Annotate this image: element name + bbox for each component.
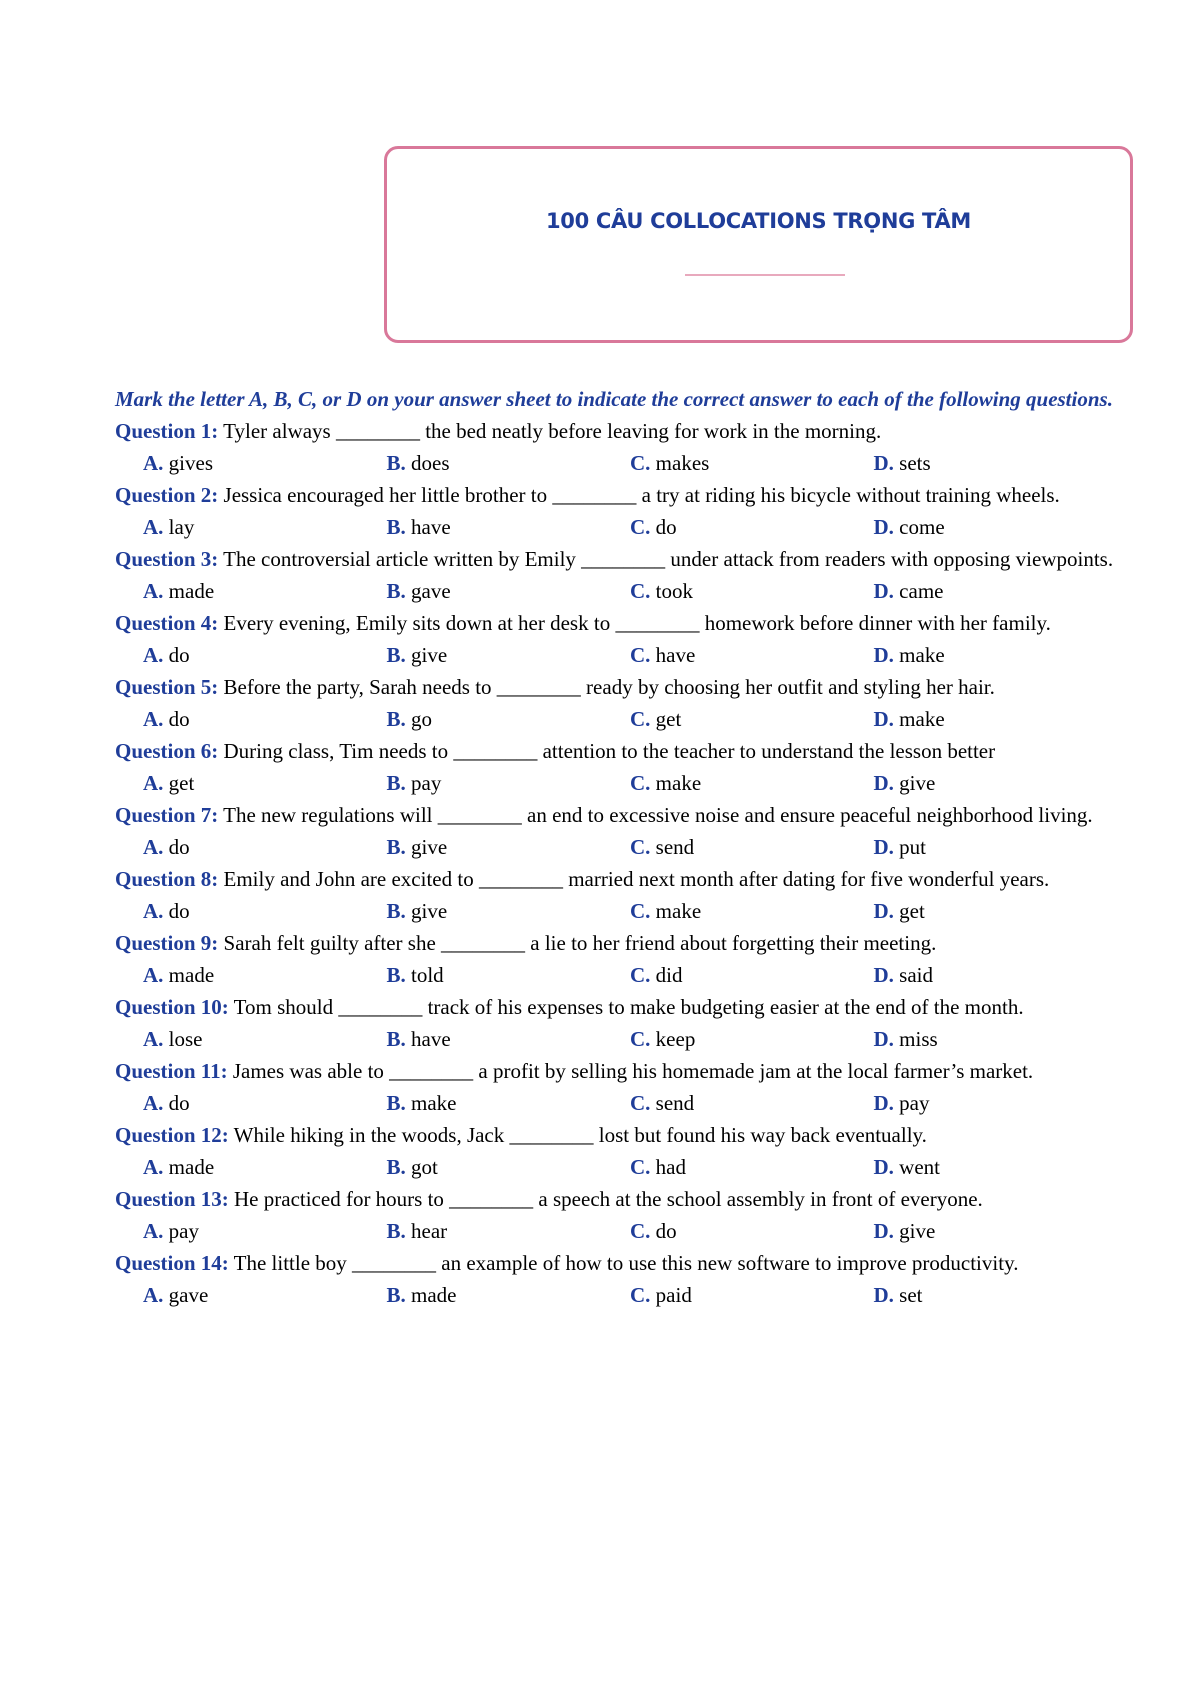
option-text: lay: [163, 515, 195, 539]
option-text: makes: [650, 451, 710, 475]
option-letter: A.: [143, 1155, 164, 1179]
option-text: give: [405, 835, 448, 859]
question-text: [115, 799, 1117, 831]
question-block: [115, 863, 1117, 927]
option-text: made: [163, 1155, 215, 1179]
option-letter: B.: [386, 643, 406, 667]
answer-option: [387, 767, 631, 799]
option-text: gave: [405, 579, 451, 603]
answer-option: [874, 511, 1118, 543]
question-body: Emily and John are excited to ________ married next month after dating for five wonderful years.: [218, 867, 1050, 891]
option-text: lose: [163, 1027, 203, 1051]
answer-options: [115, 447, 1117, 479]
answer-option: [630, 831, 874, 863]
option-text: came: [893, 579, 944, 603]
option-letter: B.: [386, 1027, 406, 1051]
option-letter: D.: [873, 1091, 894, 1115]
answer-options: [115, 959, 1117, 991]
answer-option: [387, 575, 631, 607]
option-text: had: [650, 1155, 686, 1179]
answer-options: [115, 511, 1117, 543]
question-body: He practiced for hours to ________ a speech at the school assembly in front of everyone.: [228, 1187, 983, 1211]
option-text: get: [650, 707, 682, 731]
question-label: Question 1:: [115, 419, 219, 443]
option-letter: C.: [630, 579, 651, 603]
option-letter: B.: [386, 1155, 406, 1179]
answer-option: [143, 1215, 387, 1247]
option-letter: A.: [143, 707, 164, 731]
option-text: give: [405, 643, 448, 667]
option-letter: C.: [630, 1283, 651, 1307]
question-block: [115, 1247, 1117, 1311]
option-letter: C.: [630, 643, 651, 667]
question-label: Question 3:: [115, 547, 219, 571]
question-body: Jessica encouraged her little brother to ________ a try at riding his bicycle without training wheels.: [218, 483, 1060, 507]
question-list: [115, 415, 1117, 1311]
answer-option: [143, 959, 387, 991]
question-text: [115, 415, 1117, 447]
exam-content: [115, 383, 1117, 1311]
instruction-text: Mark the letter A, B, C, or D on your answer sheet to indicate the correct answer to each of the following questions.: [115, 387, 1113, 411]
option-letter: B.: [386, 1283, 406, 1307]
question-body: James was able to ________ a profit by selling his homemade jam at the local farmer’s market.: [227, 1059, 1034, 1083]
option-text: have: [650, 643, 696, 667]
option-text: do: [650, 1219, 677, 1243]
option-letter: C.: [630, 1219, 651, 1243]
question-block: [115, 927, 1117, 991]
question-label: Question 2:: [115, 483, 219, 507]
option-text: paid: [650, 1283, 692, 1307]
option-letter: D.: [873, 707, 894, 731]
question-label: Question 5:: [115, 675, 219, 699]
question-label: Question 7:: [115, 803, 219, 827]
option-letter: B.: [386, 579, 406, 603]
option-letter: A.: [143, 451, 164, 475]
question-block: [115, 671, 1117, 735]
question-block: [115, 735, 1117, 799]
option-text: make: [893, 707, 945, 731]
option-text: took: [650, 579, 694, 603]
answer-option: [630, 447, 874, 479]
answer-option: [143, 831, 387, 863]
option-letter: A.: [143, 1091, 164, 1115]
answer-option: [630, 1279, 874, 1311]
answer-option: [387, 831, 631, 863]
question-text: [115, 991, 1117, 1023]
option-text: sets: [893, 451, 931, 475]
answer-option: [387, 1087, 631, 1119]
question-body: The little boy ________ an example of how to use this new software to improve productivity.: [228, 1251, 1019, 1275]
answer-option: [143, 511, 387, 543]
answer-option: [630, 767, 874, 799]
option-text: have: [405, 1027, 451, 1051]
option-text: do: [163, 643, 190, 667]
option-text: set: [893, 1283, 923, 1307]
option-text: pay: [405, 771, 442, 795]
answer-option: [387, 959, 631, 991]
question-text: [115, 927, 1117, 959]
question-text: [115, 479, 1117, 511]
answer-options: [115, 1087, 1117, 1119]
option-text: did: [650, 963, 683, 987]
answer-option: [143, 1279, 387, 1311]
answer-option: [143, 447, 387, 479]
answer-option: [143, 895, 387, 927]
question-text: [115, 863, 1117, 895]
option-letter: D.: [873, 579, 894, 603]
option-text: make: [893, 643, 945, 667]
question-text: [115, 607, 1117, 639]
option-letter: C.: [630, 1027, 651, 1051]
answer-options: [115, 639, 1117, 671]
question-label: Question 4:: [115, 611, 219, 635]
option-text: do: [650, 515, 677, 539]
answer-option: [630, 511, 874, 543]
answer-option: [630, 1087, 874, 1119]
question-block: [115, 1183, 1117, 1247]
option-letter: A.: [143, 899, 164, 923]
question-block: [115, 607, 1117, 671]
document-title: 100 CÂU COLLOCATIONS TRỌNG TÂM: [545, 209, 971, 233]
option-text: send: [650, 835, 695, 859]
question-body: Before the party, Sarah needs to ________ ready by choosing her outfit and styling her hair.: [218, 675, 995, 699]
option-text: make: [650, 771, 702, 795]
answer-option: [630, 1215, 874, 1247]
option-text: pay: [893, 1091, 930, 1115]
question-block: [115, 991, 1117, 1055]
question-label: Question 6:: [115, 739, 219, 763]
answer-option: [143, 639, 387, 671]
option-letter: D.: [873, 835, 894, 859]
option-text: get: [163, 771, 195, 795]
option-letter: D.: [873, 515, 894, 539]
option-letter: D.: [873, 771, 894, 795]
question-text: [115, 1183, 1117, 1215]
option-letter: C.: [630, 771, 651, 795]
option-text: got: [405, 1155, 438, 1179]
answer-option: [143, 1087, 387, 1119]
option-text: made: [405, 1283, 457, 1307]
option-letter: B.: [386, 515, 406, 539]
answer-option: [874, 1279, 1118, 1311]
option-text: do: [163, 835, 190, 859]
option-letter: B.: [386, 899, 406, 923]
option-letter: A.: [143, 835, 164, 859]
question-body: Sarah felt guilty after she ________ a lie to her friend about forgetting their meeting.: [218, 931, 937, 955]
option-letter: C.: [630, 515, 651, 539]
option-letter: A.: [143, 515, 164, 539]
option-text: keep: [650, 1027, 696, 1051]
option-text: do: [163, 1091, 190, 1115]
answer-options: [115, 703, 1117, 735]
option-text: get: [893, 899, 925, 923]
answer-options: [115, 1151, 1117, 1183]
option-text: come: [893, 515, 945, 539]
option-text: pay: [163, 1219, 199, 1243]
answer-option: [874, 1023, 1118, 1055]
option-letter: B.: [386, 1091, 406, 1115]
answer-option: [874, 703, 1118, 735]
answer-options: [115, 1023, 1117, 1055]
option-letter: B.: [386, 963, 406, 987]
option-text: make: [405, 1091, 457, 1115]
answer-option: [630, 639, 874, 671]
question-text: [115, 543, 1117, 575]
answer-options: [115, 767, 1117, 799]
option-letter: C.: [630, 707, 651, 731]
option-text: made: [163, 579, 215, 603]
option-letter: D.: [873, 963, 894, 987]
option-letter: A.: [143, 771, 164, 795]
question-body: Tyler always ________ the bed neatly before leaving for work in the morning.: [218, 419, 882, 443]
option-text: do: [163, 899, 190, 923]
option-letter: D.: [873, 643, 894, 667]
answer-option: [874, 1151, 1118, 1183]
answer-options: [115, 1279, 1117, 1311]
answer-option: [630, 703, 874, 735]
option-text: have: [405, 515, 451, 539]
answer-option: [874, 831, 1118, 863]
answer-option: [630, 895, 874, 927]
option-letter: C.: [630, 963, 651, 987]
option-text: miss: [893, 1027, 938, 1051]
option-letter: C.: [630, 899, 651, 923]
answer-option: [143, 1023, 387, 1055]
answer-option: [630, 1151, 874, 1183]
answer-option: [874, 895, 1118, 927]
answer-option: [143, 703, 387, 735]
option-text: does: [405, 451, 450, 475]
option-letter: D.: [873, 1219, 894, 1243]
answer-option: [387, 1151, 631, 1183]
answer-option: [143, 1151, 387, 1183]
question-label: Question 13:: [115, 1187, 229, 1211]
option-letter: A.: [143, 1027, 164, 1051]
option-letter: A.: [143, 963, 164, 987]
answer-options: [115, 575, 1117, 607]
option-text: told: [405, 963, 444, 987]
option-letter: A.: [143, 643, 164, 667]
question-block: [115, 479, 1117, 543]
answer-option: [874, 767, 1118, 799]
question-label: Question 10:: [115, 995, 229, 1019]
option-text: hear: [405, 1219, 448, 1243]
option-letter: B.: [386, 835, 406, 859]
question-block: [115, 1055, 1117, 1119]
answer-options: [115, 895, 1117, 927]
answer-option: [387, 511, 631, 543]
question-block: [115, 799, 1117, 863]
question-block: [115, 543, 1117, 607]
question-label: Question 9:: [115, 931, 219, 955]
option-letter: D.: [873, 1027, 894, 1051]
question-body: Tom should ________ track of his expenses to make budgeting easier at the end of the month.: [228, 995, 1024, 1019]
option-letter: B.: [386, 707, 406, 731]
question-label: Question 14:: [115, 1251, 229, 1275]
answer-option: [387, 639, 631, 671]
option-text: went: [893, 1155, 940, 1179]
option-text: give: [893, 771, 936, 795]
option-text: put: [893, 835, 927, 859]
question-body: Every evening, Emily sits down at her desk to ________ homework before dinner with her family.: [218, 611, 1051, 635]
answer-option: [387, 1279, 631, 1311]
option-letter: C.: [630, 1155, 651, 1179]
option-text: go: [405, 707, 433, 731]
option-text: send: [650, 1091, 695, 1115]
answer-option: [874, 575, 1118, 607]
option-letter: A.: [143, 579, 164, 603]
option-text: do: [163, 707, 190, 731]
option-text: give: [893, 1219, 936, 1243]
answer-options: [115, 1215, 1117, 1247]
option-letter: A.: [143, 1283, 164, 1307]
question-block: [115, 1119, 1117, 1183]
question-text: [115, 735, 1117, 767]
answer-option: [143, 767, 387, 799]
option-letter: B.: [386, 451, 406, 475]
answer-option: [387, 447, 631, 479]
answer-option: [630, 1023, 874, 1055]
answer-option: [874, 959, 1118, 991]
question-body: During class, Tim needs to ________ attention to the teacher to understand the lesson better: [218, 739, 996, 763]
answer-option: [874, 639, 1118, 671]
question-text: [115, 1247, 1117, 1279]
option-text: gives: [163, 451, 213, 475]
question-label: Question 12:: [115, 1123, 229, 1147]
option-text: gave: [163, 1283, 209, 1307]
option-text: said: [893, 963, 933, 987]
question-text: [115, 1119, 1117, 1151]
option-letter: A.: [143, 1219, 164, 1243]
question-text: [115, 1055, 1117, 1087]
question-block: [115, 415, 1117, 479]
question-text: [115, 671, 1117, 703]
option-text: make: [650, 899, 702, 923]
option-text: made: [163, 963, 215, 987]
option-letter: D.: [873, 1155, 894, 1179]
answer-option: [387, 895, 631, 927]
option-letter: C.: [630, 451, 651, 475]
answer-option: [874, 1087, 1118, 1119]
option-letter: D.: [873, 451, 894, 475]
answer-option: [630, 575, 874, 607]
option-letter: D.: [873, 899, 894, 923]
question-label: Question 8:: [115, 867, 219, 891]
option-letter: C.: [630, 835, 651, 859]
answer-option: [387, 1023, 631, 1055]
question-label: Question 11:: [115, 1059, 228, 1083]
answer-option: [387, 703, 631, 735]
option-letter: B.: [386, 771, 406, 795]
answer-option: [143, 575, 387, 607]
answer-option: [874, 1215, 1118, 1247]
question-body: The new regulations will ________ an end to excessive noise and ensure peaceful neighborhood living.: [218, 803, 1093, 827]
question-body: The controversial article written by Emily ________ under attack from readers with opposing viewpoints.: [218, 547, 1114, 571]
question-body: While hiking in the woods, Jack ________ lost but found his way back eventually.: [228, 1123, 927, 1147]
answer-option: [874, 447, 1118, 479]
answer-option: [387, 1215, 631, 1247]
option-letter: C.: [630, 1091, 651, 1115]
title-underline: [685, 274, 845, 276]
answer-option: [630, 959, 874, 991]
answer-options: [115, 831, 1117, 863]
option-letter: D.: [873, 1283, 894, 1307]
option-letter: B.: [386, 1219, 406, 1243]
title-box: [384, 146, 1133, 343]
option-text: give: [405, 899, 448, 923]
